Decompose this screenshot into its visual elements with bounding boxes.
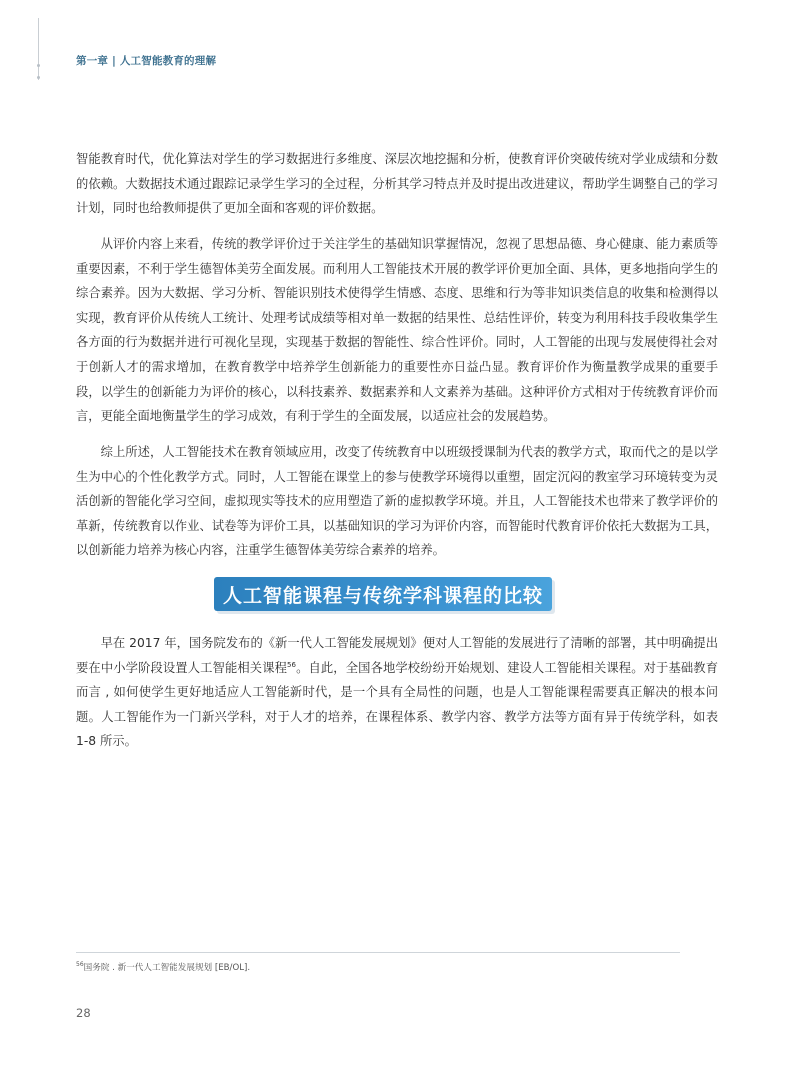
paragraph-text-part: 。自此，全国各地学校纷纷开始规划、建设人工智能相关课程。对于基础教育而言 , 如何使学生更好地适应人工智能新时代，是一个具有全局性的问题，也是人工智能课程需要真正解决的根本问题。人工智能作为一门新兴学科，对于人才的培养，在课程体系、教学内容、教学方法等方面有异于传统学科，如表 1-8 所示。: [76, 660, 718, 749]
decorative-margin-line: [38, 18, 39, 80]
decorative-dot: [37, 64, 40, 67]
paragraph-text: 智能教育时代，优化算法对学生的学习数据进行多维度、深层次地挖掘和分析，使教育评价突破传统对学业成绩和分数的依赖。大数据技术通过跟踪记录学生学习的全过程，分析其学习特点并及时提出改进建议，帮助学生调整自己的学习计划，同时也给教师提供了更加全面和客观的评价数据。: [76, 152, 718, 216]
paragraph-text: 从评价内容上来看，传统的教学评价过于关注学生的基础知识掌握情况，忽视了思想品德、身心健康、能力素质等重要因素，不利于学生德智体美劳全面发展。而利用人工智能技术开展的教学评价更加全面、具体，更多地指向学生的综合素养。因为大数据、学习分析、智能识别技术使得学生情感、态度、思维和行为等非知识类信息的收集和检测得以实现，教育评价从传统人工统计、处理考试成绩等相对单一数据的结果性、总结性评价，转变为利用科技手段收集学生各方面的行为数据并进行可视化呈现，实现基于数据的智能性、综合性评价。同时，人工智能的出现与发展使得社会对于创新人才的需求增加，在教育教学中培养学生创新能力的重要性亦日益凸显。教育评价作为衡量教学成果的重要手段，以学生的创新能力为评价的核心，以科技素养、数据素养和人文素养为基础。这种评价方式相对于传统教育评价而言，更能全面地衡量学生的学习成效，有利于学生的全面发展，以适应社会的发展趋势。: [76, 237, 718, 424]
page-number: 28: [76, 1006, 91, 1020]
decorative-dot: [37, 76, 40, 79]
section-title-banner: [214, 577, 552, 611]
paragraph: [76, 147, 718, 221]
footnote: [76, 961, 250, 973]
footnote-reference[interactable]: 56: [287, 660, 296, 669]
chapter-header: 第一章 | 人工智能教育的理解: [76, 55, 217, 67]
footnote-divider: [76, 952, 680, 953]
paragraph: [76, 440, 718, 563]
paragraph-text: 综上所述，人工智能技术在教育领域应用，改变了传统教育中以班级授课制为代表的教学方式，取而代之的是以学生为中心的个性化教学方式。同时，人工智能在课堂上的参与使教学环境得以重塑，固定沉闷的教室学习环境转变为灵活创新的智能化学习空间，虚拟现实等技术的应用塑造了新的虚拟教学环境。并且，人工智能技术也带来了教学评价的革新，传统教育以作业、试卷等为评价工具，以基础知识的学习为评价内容，而智能时代教育评价依托大数据为工具，以创新能力培养为核心内容，注重学生德智体美劳综合素养的培养。: [76, 445, 718, 558]
paragraph-text: [76, 631, 718, 754]
paragraph: [76, 631, 718, 754]
footnote-number: 56: [76, 961, 84, 969]
paragraph-text-part: 早在 2017 年，国务院发布的《新一代人工智能发展规划》便对人工智能的发展进行了清晰的部署，其中明确提出要在中小学阶段设置人工智能相关课程: [76, 636, 718, 675]
footnote-text: 国务院 . 新一代人工智能发展规划 [EB/OL].: [83, 963, 251, 973]
paragraph: [76, 232, 718, 429]
section-title: 人工智能课程与传统学科课程的比较: [222, 584, 543, 607]
